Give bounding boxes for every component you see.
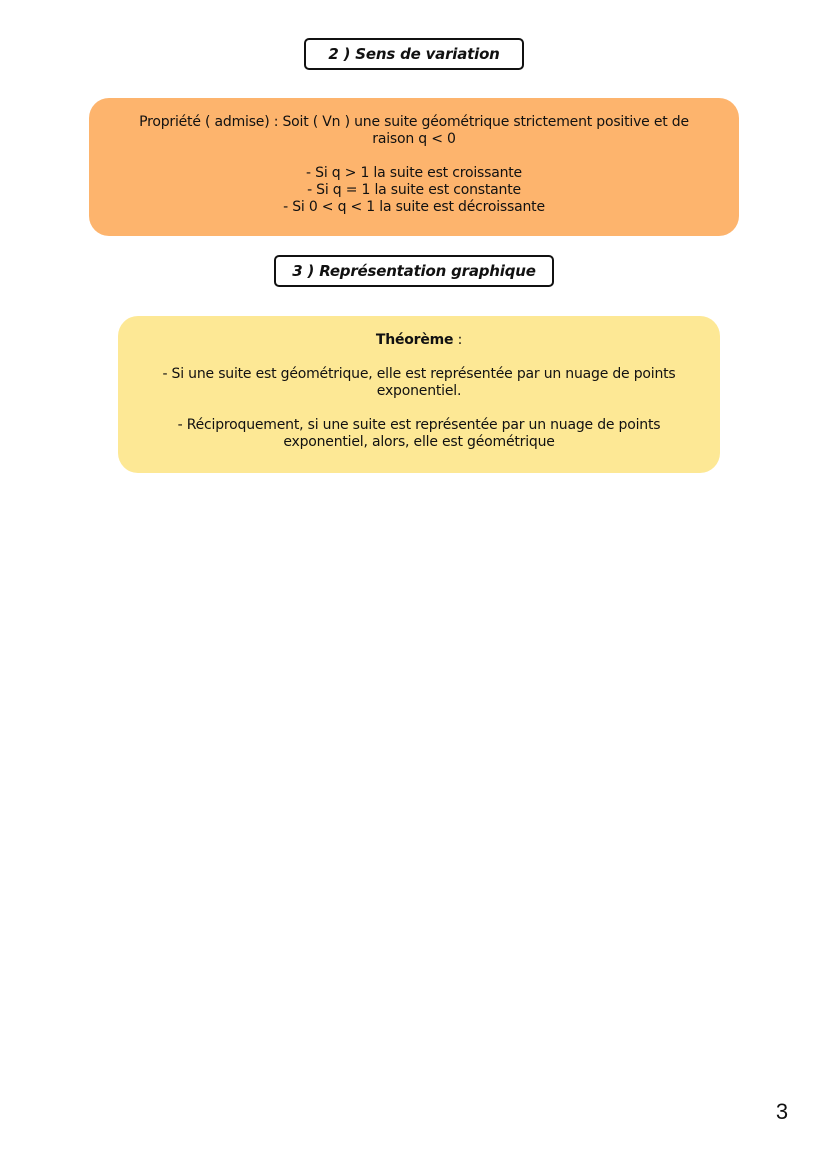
theorem-point2-line1: - Réciproquement, si une suite est représentée par un nuage de points <box>177 417 661 433</box>
section-title-variation <box>304 38 524 70</box>
theorem-point2-line2: exponentiel, alors, elle est géométrique <box>283 434 555 450</box>
theorem-heading: Théorème <box>375 332 454 348</box>
section-title-graphique-text: 3 ) Représentation graphique <box>292 262 536 280</box>
property-rule-constant: - Si q = 1 la suite est constante <box>307 182 521 198</box>
section-title-graphique <box>274 255 554 287</box>
property-box <box>89 98 739 236</box>
page-number: 3 <box>775 1099 789 1124</box>
theorem-heading-suffix: : <box>453 332 463 348</box>
theorem-heading-line <box>142 332 696 349</box>
theorem-point1-line1: - Si une suite est géométrique, elle est représentée par un nuage de points <box>162 366 676 382</box>
property-rule-decreasing: - Si 0 < q < 1 la suite est décroissante <box>283 199 545 215</box>
section-title-variation-text: 2 ) Sens de variation <box>328 45 500 63</box>
theorem-point1-line2: exponentiel. <box>376 383 462 399</box>
property-statement-line1: Propriété ( admise) : Soit ( Vn ) une suite géométrique strictement positive et de <box>139 114 689 130</box>
theorem-spacer-2 <box>142 400 696 417</box>
theorem-box <box>118 316 720 473</box>
theorem-spacer-1 <box>142 349 696 366</box>
property-statement-line2: raison q < 0 <box>372 131 456 147</box>
property-spacer <box>109 148 719 165</box>
property-rule-increasing: - Si q > 1 la suite est croissante <box>306 165 522 181</box>
